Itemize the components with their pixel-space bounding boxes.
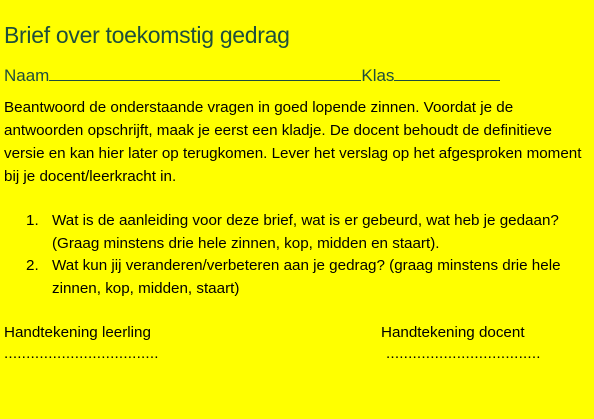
signature-line-docent[interactable]: ................................... bbox=[386, 345, 541, 362]
signature-label-docent: Handtekening docent bbox=[381, 324, 525, 341]
naam-blank-line[interactable] bbox=[49, 66, 361, 81]
question-text: Wat kun jij veranderen/verbeteren aan je gedrag? (graag minstens drie hele zinnen, kop, midden, staart) bbox=[52, 257, 561, 297]
page-title: Brief over toekomstig gedrag bbox=[4, 22, 290, 48]
question-item bbox=[26, 210, 586, 255]
klas-label: Klas bbox=[361, 66, 395, 85]
question-number: 2. bbox=[26, 257, 39, 274]
klas-blank-line[interactable] bbox=[394, 66, 500, 81]
question-text: Wat is de aanleiding voor deze brief, wat is er gebeurd, wat heb je gedaan? (Graag minstens drie hele zinnen, kop, midden en staart). bbox=[52, 212, 559, 252]
instructions-paragraph: Beantwoord de onderstaande vragen in goed lopende zinnen. Voordat je de antwoorden opschrijft, maak je eerst een kladje. De docent behoudt de definitieve versie en kan hier later op terugkomen. Lever het verslag op het afgesproken moment bij je docent/leerkracht in. bbox=[4, 99, 582, 185]
naam-label: Naam bbox=[4, 66, 50, 85]
question-item bbox=[26, 255, 586, 300]
signature-label-leerling: Handtekening leerling bbox=[4, 324, 151, 341]
signature-line-leerling[interactable]: ................................... bbox=[4, 345, 159, 362]
name-class-fields bbox=[4, 66, 500, 86]
questions-list bbox=[26, 210, 586, 300]
question-number: 1. bbox=[26, 212, 39, 229]
